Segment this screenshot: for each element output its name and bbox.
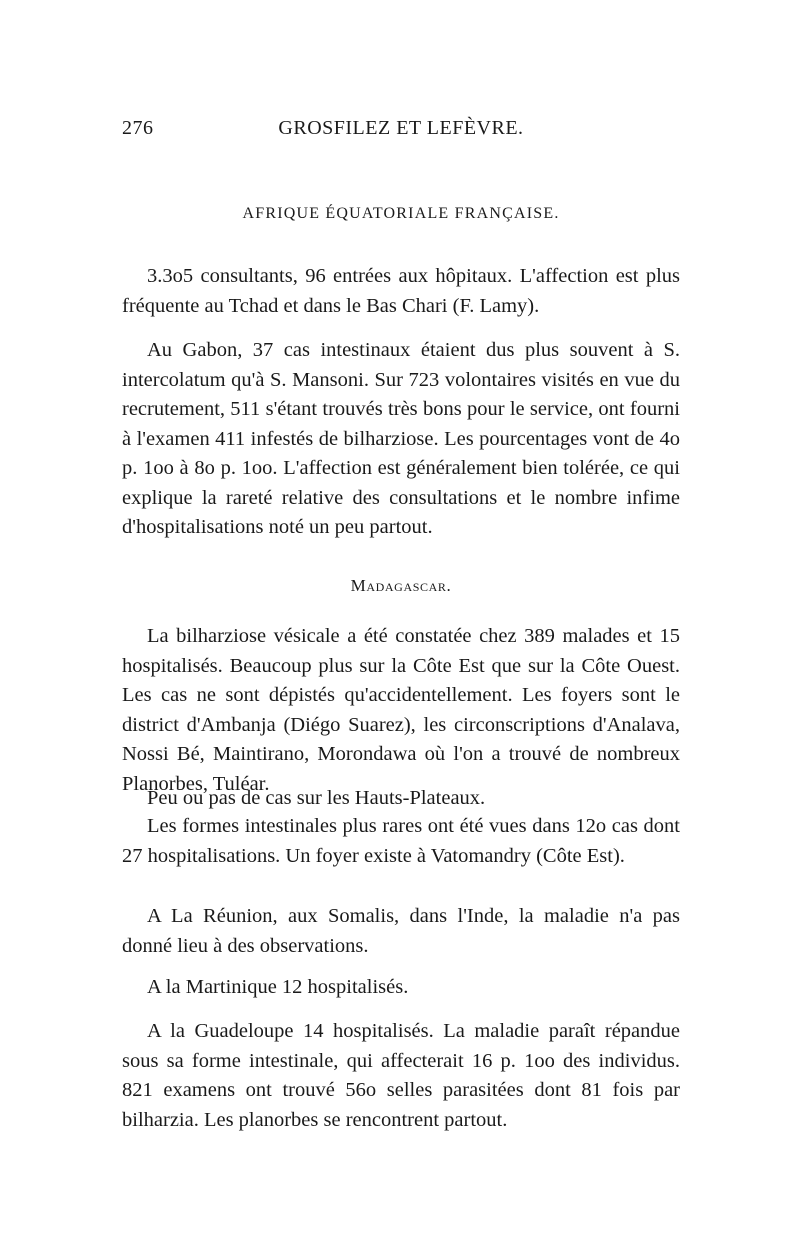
paragraph: A la Martinique 12 hospitalisés. [147,976,409,998]
paragraph: Les formes intestinales plus rares ont été vues dans 12o cas dont 27 hospitalisations. Un foyer existe à Vatomandry (Côte Est). [122,815,680,867]
paragraph: 3.3o5 consultants, 96 entrées aux hôpitaux. L'affection est plus fréquente au Tchad et dans le Bas Chari (F. Lamy). [122,265,680,317]
paragraph: Peu ou pas de cas sur les Hauts-Plateaux. [147,787,486,809]
section-heading-afrique: AFRIQUE ÉQUATORIALE FRANÇAISE. [242,205,560,222]
paragraph: A La Réunion, aux Somalis, dans l'Inde, la maladie n'a pas donné lieu à des observations. [122,905,680,957]
page-number: 276 [122,117,154,139]
section-heading-madagascar: Madagascar. [350,576,452,595]
paragraph: A la Guadeloupe 14 hospitalisés. La maladie paraît répandue sous sa forme intestinale, qui affecterait 16 p. 1oo des individus. 821 examens ont trouvé 56o selles parasitées dont 81 fois par bilharzia. Les planorbes se rencontrent partout. [122,1020,680,1131]
paragraph: Au Gabon, 37 cas intestinaux étaient dus plus souvent à S. intercolatum qu'à S. Mansoni. Sur 723 volontaires visités en vue du recrutement, 511 s'étant trouvés très bons pour le service, ont fourni à l'examen 411 infestés de bilharziose. Les pourcentages vont de 4o p. 1oo à 8o p. 1oo. L'affection est généralement bien tolérée, ce qui explique la rareté relative des consultations et le nombre infime d'hospitalisations noté un peu partout. [122,339,680,538]
running-title: GROSFILEZ ET LEFÈVRE. [278,117,524,139]
page [122,0,680,1245]
running-head [122,117,680,145]
paragraph: La bilharziose vésicale a été constatée chez 389 malades et 15 hospitalisés. Beaucoup plus sur la Côte Est que sur la Côte Ouest. Les cas ne sont dépistés qu'accidentellement. Les foyers sont le district d'Ambanja (Diégo Suarez), les circonscriptions d'Analava, Nossi Bé, Maintirano, Morondawa où l'on a trouvé de nombreux Planorbes, Tuléar. [122,625,680,795]
